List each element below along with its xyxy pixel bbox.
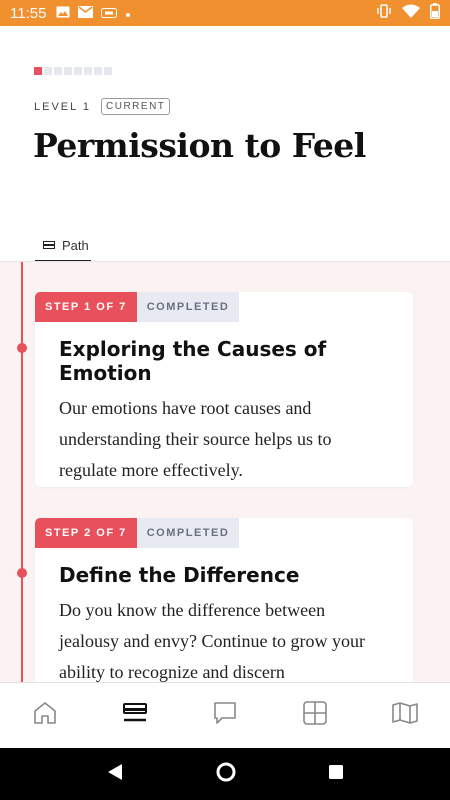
notification-icon — [101, 5, 117, 22]
step-description: Do you know the difference between jealousy and envy? Continue to grow your ability to recognize and discern — [59, 600, 365, 682]
level-progress — [34, 67, 112, 75]
nav-library[interactable] — [382, 693, 428, 739]
nav-path[interactable] — [112, 693, 158, 739]
step-card[interactable] — [35, 518, 413, 682]
timeline-dot — [17, 568, 27, 578]
back-icon[interactable] — [106, 763, 124, 786]
nav-home[interactable] — [22, 693, 68, 739]
current-badge: CURRENT — [101, 98, 170, 115]
system-nav-bar — [0, 748, 450, 800]
bottom-nav — [0, 682, 450, 748]
battery-icon — [430, 3, 440, 23]
path-icon — [122, 702, 148, 729]
step-title: Define the Difference — [59, 563, 300, 587]
level-header — [0, 26, 450, 262]
page-title: Permission to Feel — [33, 126, 366, 165]
progress-segment — [44, 67, 52, 75]
step-tags — [35, 292, 413, 322]
wifi-icon — [402, 4, 420, 22]
image-icon — [56, 5, 70, 22]
vibrate-icon — [376, 4, 392, 22]
progress-segment — [54, 67, 62, 75]
home-icon — [32, 700, 58, 731]
chat-icon — [212, 700, 238, 731]
step-description: Our emotions have root causes and understanding their source helps us to regulate more effectively. — [59, 398, 332, 480]
nav-chat[interactable] — [202, 693, 248, 739]
tab-path[interactable] — [35, 230, 91, 262]
status-tag: COMPLETED — [137, 518, 240, 548]
progress-segment — [94, 67, 102, 75]
level-row — [34, 98, 170, 115]
status-right-icons — [376, 3, 440, 23]
status-bar — [0, 0, 450, 26]
home-circle-icon[interactable] — [215, 761, 237, 788]
tab-label: Path — [62, 237, 89, 253]
timeline-line — [21, 262, 23, 682]
nav-grid[interactable] — [292, 693, 338, 739]
timeline-dot — [17, 343, 27, 353]
step-title: Exploring the Causes of Emotion — [59, 337, 327, 385]
mail-icon — [78, 5, 93, 22]
step-number-tag: STEP 2 OF 7 — [35, 518, 137, 548]
step-card[interactable] — [35, 292, 413, 487]
status-tag: COMPLETED — [137, 292, 240, 322]
status-time: 11:55 — [10, 4, 47, 22]
recents-icon[interactable] — [328, 764, 344, 785]
progress-segment — [84, 67, 92, 75]
level-label: LEVEL 1 — [34, 100, 92, 113]
grid-icon — [302, 700, 328, 731]
progress-segment — [104, 67, 112, 75]
progress-segment — [74, 67, 82, 75]
dot-icon — [125, 5, 131, 22]
progress-segment — [64, 67, 72, 75]
progress-segment — [34, 67, 42, 75]
step-tags — [35, 518, 413, 548]
path-icon — [43, 241, 55, 249]
step-number-tag: STEP 1 OF 7 — [35, 292, 137, 322]
book-icon — [391, 701, 419, 730]
path-content[interactable] — [0, 262, 450, 682]
